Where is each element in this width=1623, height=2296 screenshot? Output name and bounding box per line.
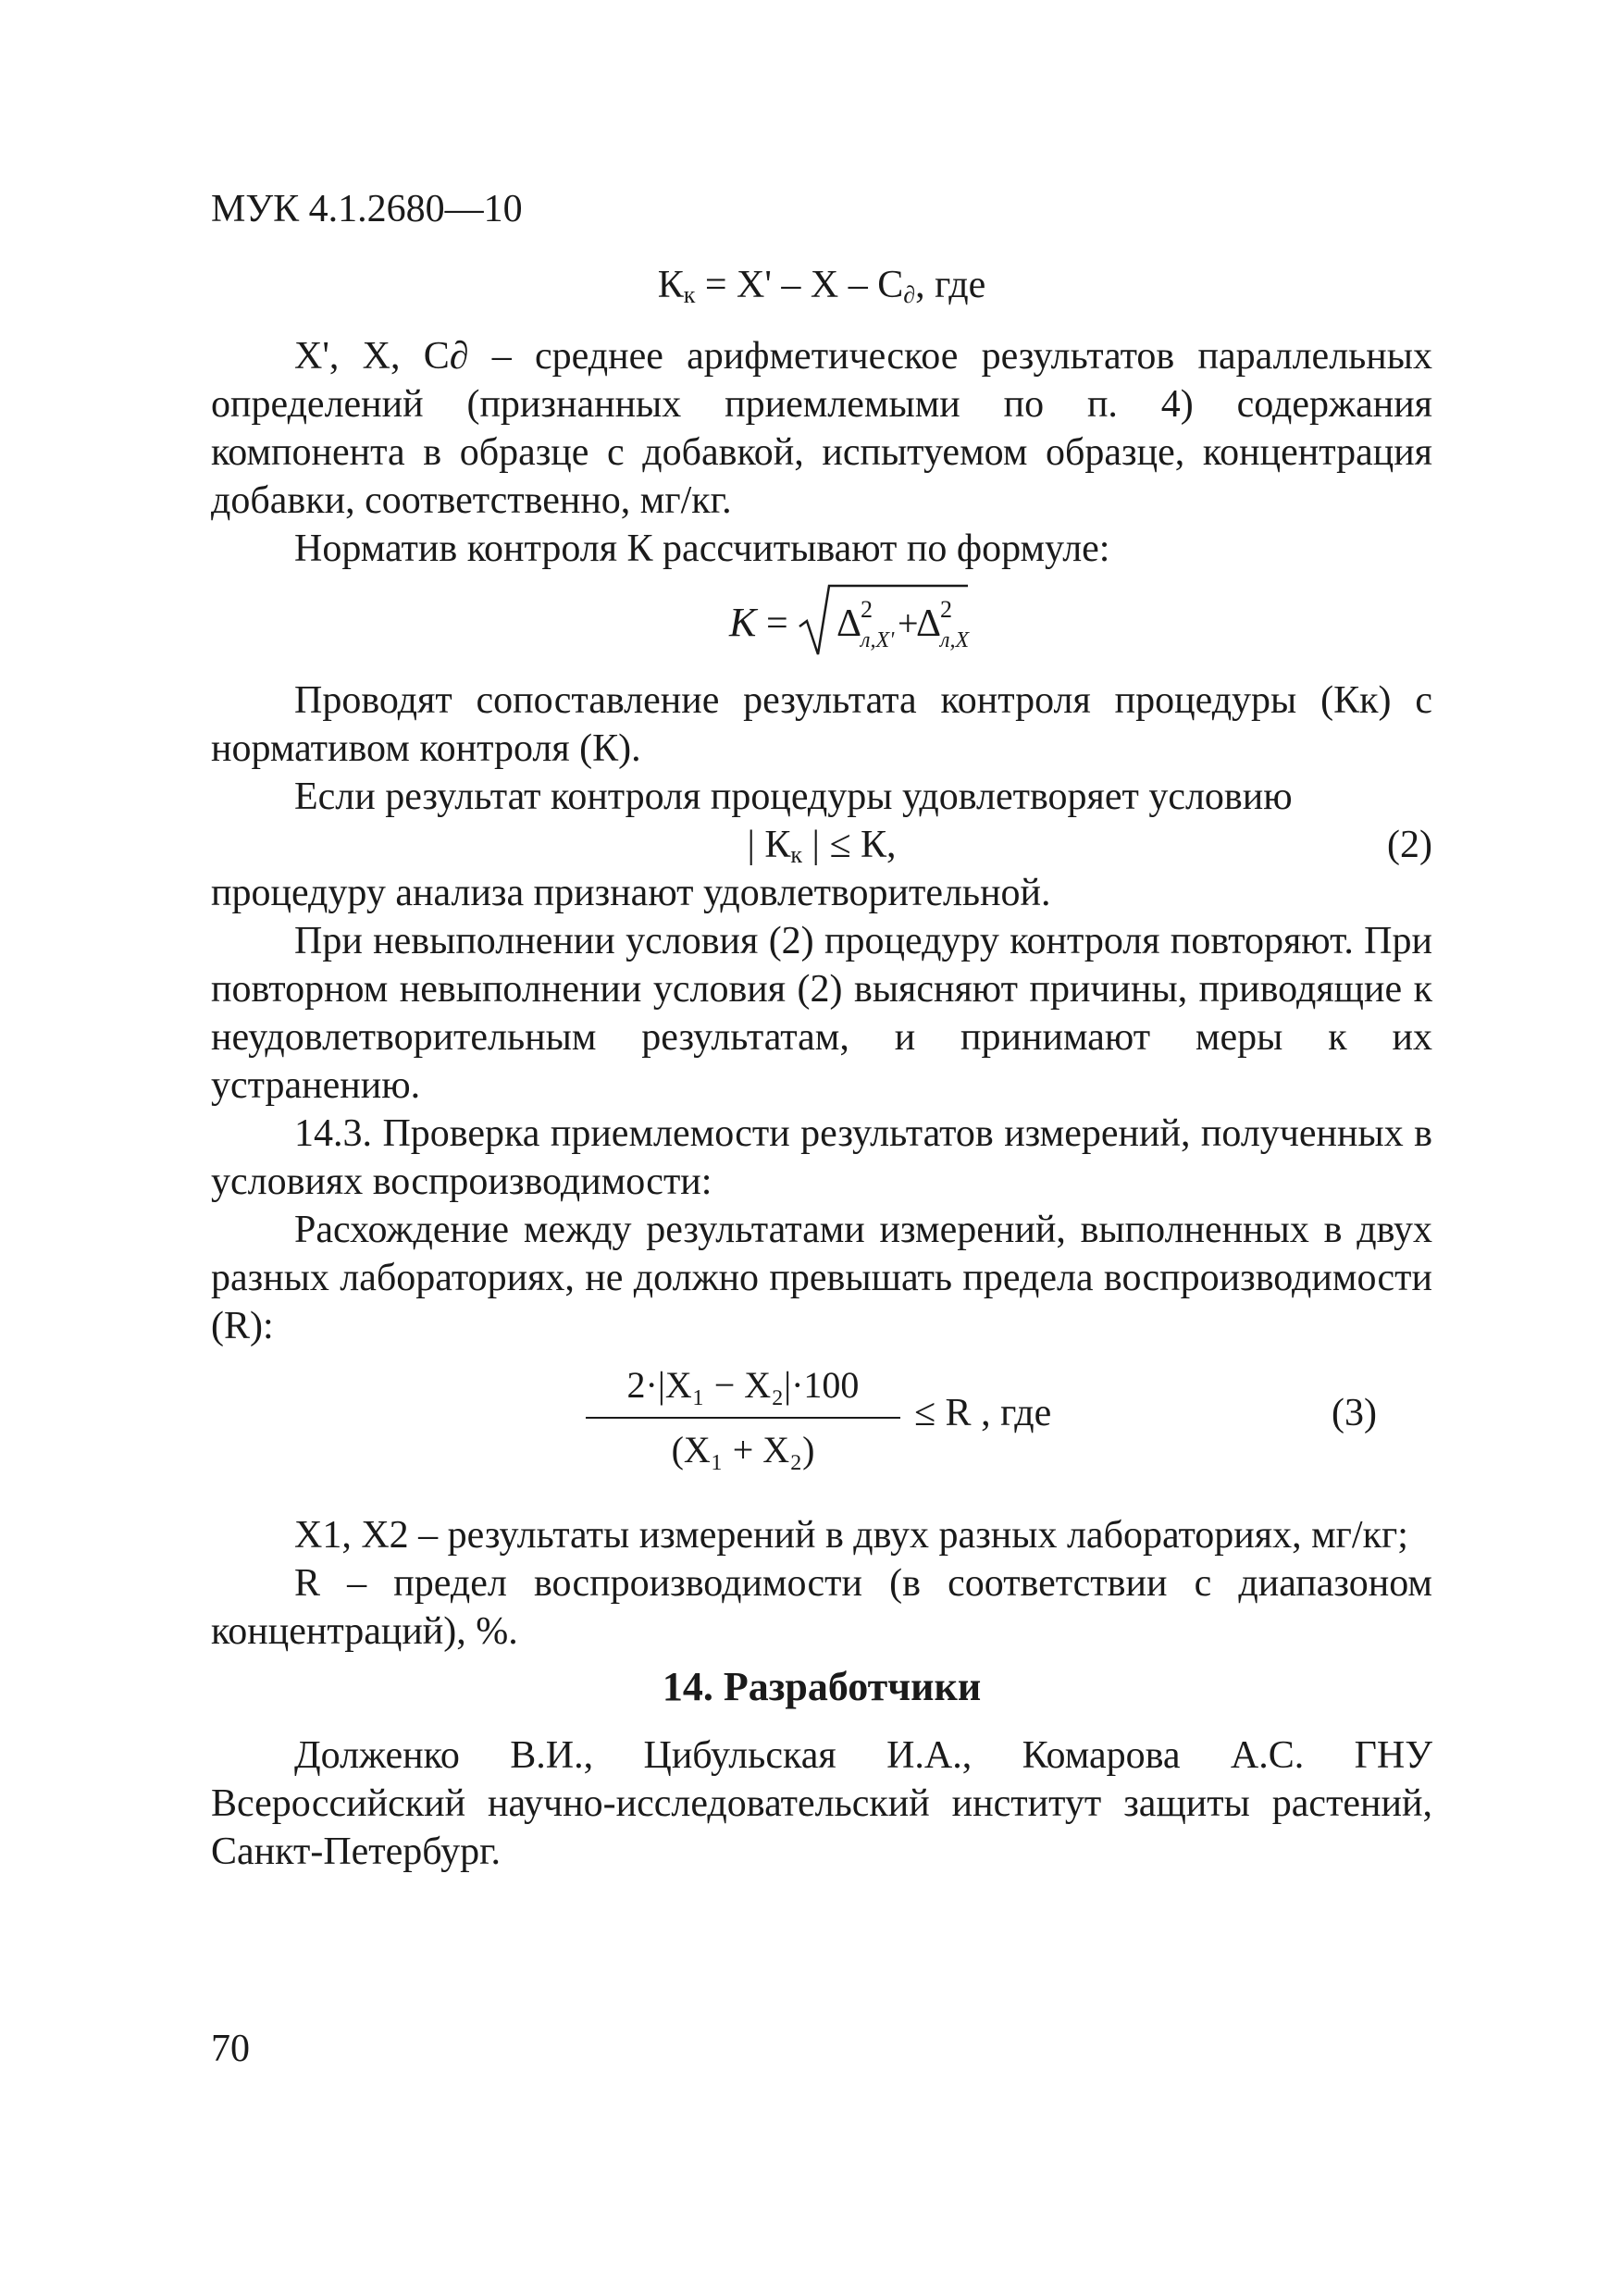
- paragraph-developers: Долженко В.И., Цибульская И.А., Комарова А.С. ГНУ Всероссийский научно-исследовательский институт защиты растений, Санкт-Петербург.: [211, 1734, 1432, 1873]
- equation-number-3: (3): [1332, 1392, 1377, 1434]
- delta-1-sup: 2: [861, 596, 873, 623]
- delta-2-sub: л,X: [940, 628, 970, 652]
- formula-K: K: [729, 600, 757, 645]
- equation-reproducibility: [211, 1358, 1432, 1506]
- page-number: 70: [211, 2028, 250, 2070]
- delta-1-sub: л,X': [861, 628, 895, 652]
- fraction-bar: [586, 1417, 900, 1419]
- equation-control-result: $К_к = X' - X - C_\partial$, где: [657, 264, 986, 308]
- paragraph-discrepancy: Расхождение между результатами измерений, выполненных в двух разных лабораториях, не должно превышать предела воспроизводимости (R):: [211, 1209, 1432, 1347]
- paragraph-x-definitions: X1, X2 – результаты измерений в двух разных лабораториях, мг/кг;: [294, 1514, 1408, 1557]
- equation-condition-2: | $К_к$ | ≤ К, (2): [211, 821, 1432, 869]
- fraction-denominator: (X₁ + X₂): [671, 1429, 815, 1471]
- equation-number-2: (2): [1387, 824, 1432, 866]
- section-title-developers: 14. Разработчики: [662, 1664, 982, 1709]
- fraction-tail: ≤ R , где: [914, 1392, 1052, 1434]
- delta-2: Δ: [916, 602, 942, 645]
- plus-sign: +: [898, 602, 919, 644]
- paragraph-condition: Если результат контроля процедуры удовлетворяет условию: [294, 776, 1293, 818]
- paragraph-normative: Норматив контроля К рассчитывают по формуле:: [294, 527, 1110, 570]
- fraction-numerator: 2·|X₁ − X₂|·100: [626, 1364, 860, 1406]
- equation-normative-sqrt: [211, 578, 1432, 664]
- formula-equals: =: [766, 602, 788, 645]
- paragraph-definitions: X', X, C∂ – среднее арифметическое результатов параллельных определений (признанных приемлемыми по п. 4) содержания компонента в образце с добавкой, испытуемом образце, концентрация добавки, соответственно, мг/кг.: [211, 335, 1432, 522]
- delta-2-sup: 2: [940, 596, 952, 623]
- paragraph-failure: При невыполнении условия (2) процедуру контроля повторяют. При повторном невыполнении условия (2) выясняют причины, приводящие к неудовлетворительным результатам, и принимают меры к их устранению.: [211, 920, 1432, 1107]
- paragraph-14-3: 14.3. Проверка приемлемости результатов измерений, полученных в условиях воспроизводимости:: [211, 1112, 1432, 1203]
- fraction: [586, 1358, 900, 1478]
- paragraph-r-definition: R – предел воспроизводимости (в соответствии с диапазоном концентраций), %.: [211, 1562, 1432, 1653]
- body-text: [211, 261, 1432, 1876]
- delta-1: Δ: [836, 602, 862, 645]
- sqrt-formula: [211, 578, 1432, 664]
- paragraph-satisfactory: процедуру анализа признают удовлетворительной.: [211, 872, 1051, 914]
- document-header: МУК 4.1.2680—10: [211, 188, 523, 230]
- paragraph-comparison: Проводят сопоставление результата контроля процедуры (Кк) с нормативом контроля (К).: [211, 679, 1432, 770]
